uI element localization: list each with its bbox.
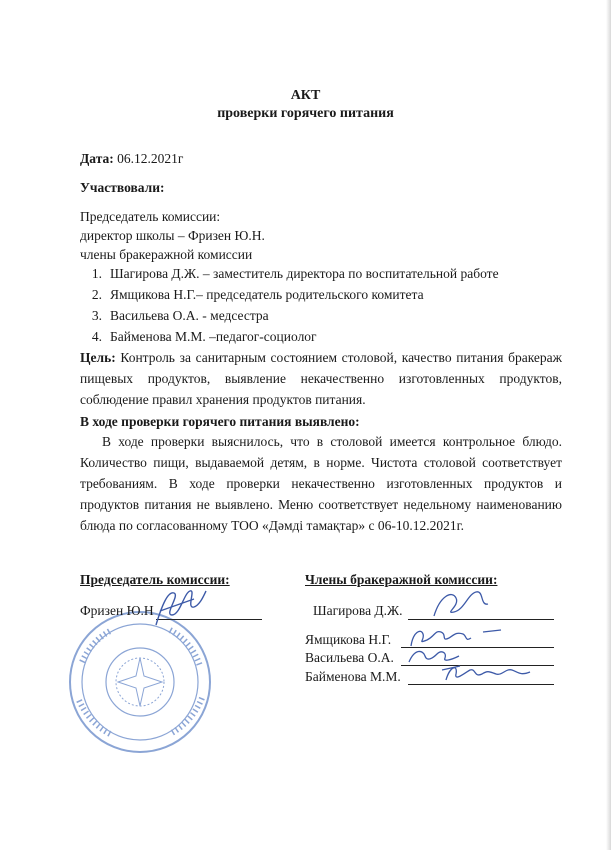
- list-item: 1. Шагирова Д.Ж. – заместитель директора по воспитательной работе: [91, 266, 499, 281]
- members-list: [80, 263, 499, 347]
- date-value: 06.12.2021г: [117, 151, 184, 166]
- list-item: 2. Ямщикова Н.Г.– председатель родительского комитета: [91, 287, 424, 302]
- members-signature-heading: Члены бракеражной комиссии:: [305, 572, 498, 587]
- member-signature-icon: [430, 586, 490, 622]
- member-signature-icon: [440, 658, 540, 688]
- round-stamp-icon: [52, 610, 232, 760]
- director-line: директор школы – Фризен Ю.Н.: [80, 228, 265, 243]
- chair-name: Фризен Ю.Н: [80, 603, 154, 618]
- chair-signature-heading: Председатель комиссии:: [80, 572, 230, 587]
- date-line: [80, 151, 183, 167]
- findings-label: В ходе проверки горячего питания выявлено:: [80, 414, 360, 429]
- document-title: АКТ: [290, 88, 321, 103]
- member-name: Шагирова Д.Ж.: [313, 603, 403, 618]
- goal-paragraph: [80, 347, 562, 410]
- member-name: Байменова М.М.: [305, 669, 401, 684]
- list-item: 4. Байменова М.М. –педагог-социолог: [91, 329, 317, 344]
- list-item: 3. Васильева О.А. - медсестра: [91, 308, 269, 323]
- chair-title: Председатель комиссии:: [80, 209, 221, 224]
- member-name: Васильева О.А.: [305, 650, 394, 665]
- date-label: Дата:: [80, 151, 114, 166]
- goal-label: Цель:: [80, 350, 116, 365]
- member-name: Ямщикова Н.Г.: [305, 632, 392, 647]
- findings-paragraph: В ходе проверки выяснилось, что в столовой имеется контрольное блюдо. Количество пищи, выдаваемой детям, в норме. Чистота столовой соответствует требованиям. В ходе проверки некачественно изготовленных продуктов и продуктов питания не выявлено. Меню соответствует недельному наименованию блюда по согласованному ТОО «Дәмді тамақтар» с 06-10.12.2021г.: [80, 434, 562, 533]
- chair-signature-icon: [150, 585, 210, 629]
- scan-edge-shadow: [606, 0, 611, 850]
- participants-label: Участвовали:: [80, 180, 165, 195]
- document-subtitle: проверки горячего питания: [217, 106, 394, 121]
- members-title: члены бракеражной комиссии: [80, 247, 253, 262]
- goal-text: Контроль за санитарным состоянием столовой, качество питания бракераж пищевых продуктов, выявление некачественно изготовленных продуктов, соблюдение правил хранения продуктов питания.: [80, 350, 562, 407]
